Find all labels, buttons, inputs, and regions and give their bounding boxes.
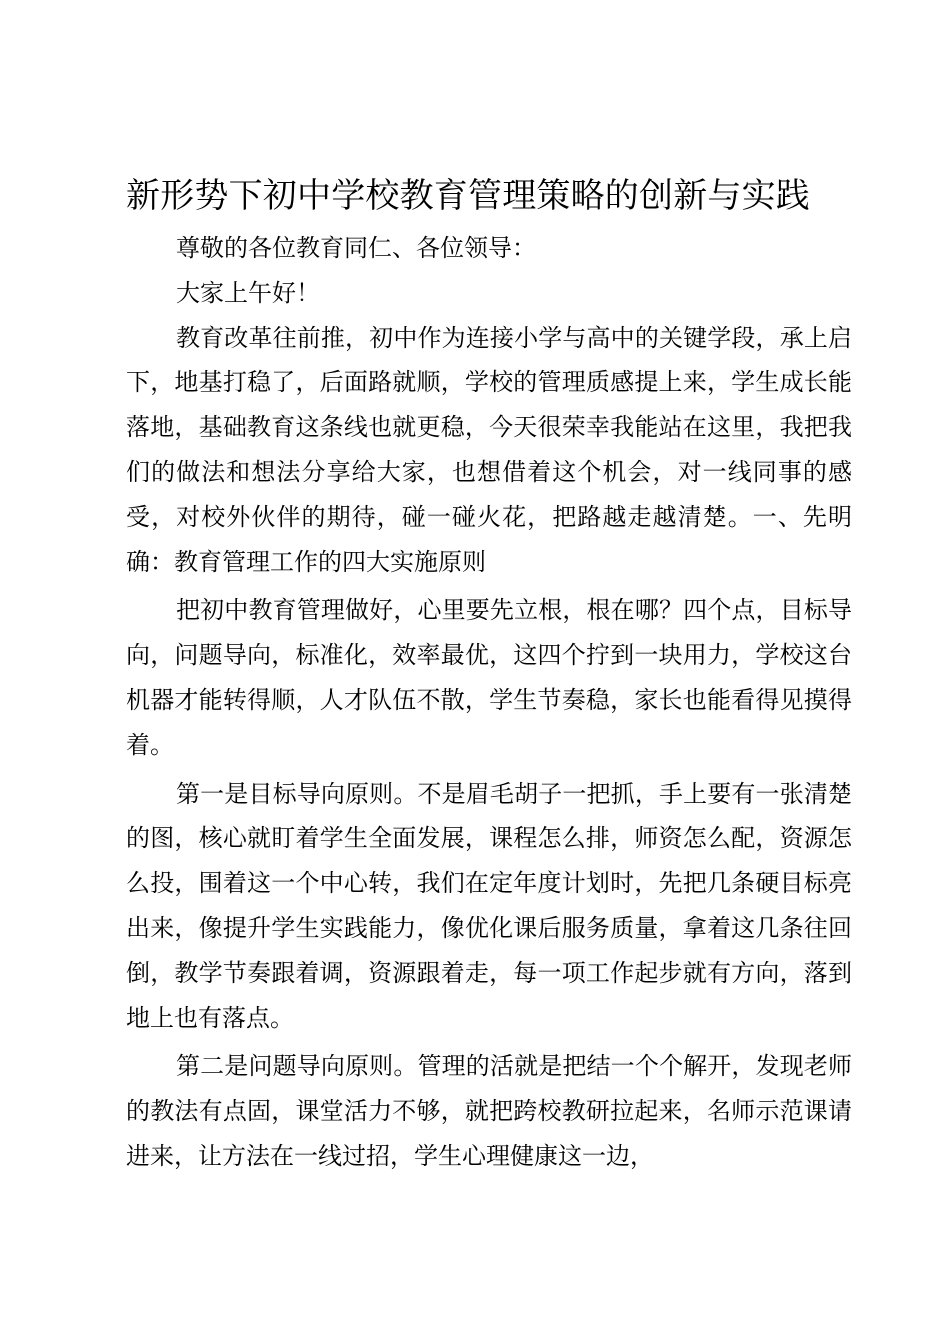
body-paragraph: 第二是问题导向原则。管理的活就是把结一个个解开，发现老师的教法有点固，课堂活力不够，就把跨校教研拉起来，名师示范课请进来，让方法在一线过招，学生心理健康这一边， bbox=[126, 1052, 852, 1170]
body-paragraph: 把初中教育管理做好，心里要先立根，根在哪？四个点，目标导向，问题导向，标准化，效率最优，这四个拧到一块用力，学校这台机器才能转得顺，人才队伍不散，学生节奏稳，家长也能看得见摸得着。 bbox=[126, 596, 852, 759]
body-paragraph: 第一是目标导向原则。不是眉毛胡子一把抓，手上要有一张清楚的图，核心就盯着学生全面发展，课程怎么排，师资怎么配，资源怎么投，围着这一个中心转，我们在定年度计划时，先把几条硬目标亮出来，像提升学生实践能力，像优化课后服务质量，拿着这几条往回倒，教学节奏跟着调，资源跟着走，每一项工作起步就有方向，落到地上也有落点。 bbox=[126, 779, 852, 1032]
body-paragraph: 教育改革往前推，初中作为连接小学与高中的关键学段，承上启下，地基打稳了，后面路就顺，学校的管理质感提上来，学生成长能落地，基础教育这条线也就更稳，今天很荣幸我能站在这里，我把我们的做法和想法分享给大家，也想借着这个机会，对一线同事的感受，对校外伙伴的期待，碰一碰火花，把路越走越清楚。一、先明确：教育管理工作的四大实施原则 bbox=[126, 323, 852, 576]
salutation-paragraph: 大家上午好！ bbox=[176, 278, 320, 307]
greeting-paragraph: 尊敬的各位教育同仁、各位领导： bbox=[176, 234, 536, 262]
document-body bbox=[126, 226, 852, 1179]
document-title: 新形势下初中学校教育管理策略的创新与实践 bbox=[126, 176, 810, 216]
